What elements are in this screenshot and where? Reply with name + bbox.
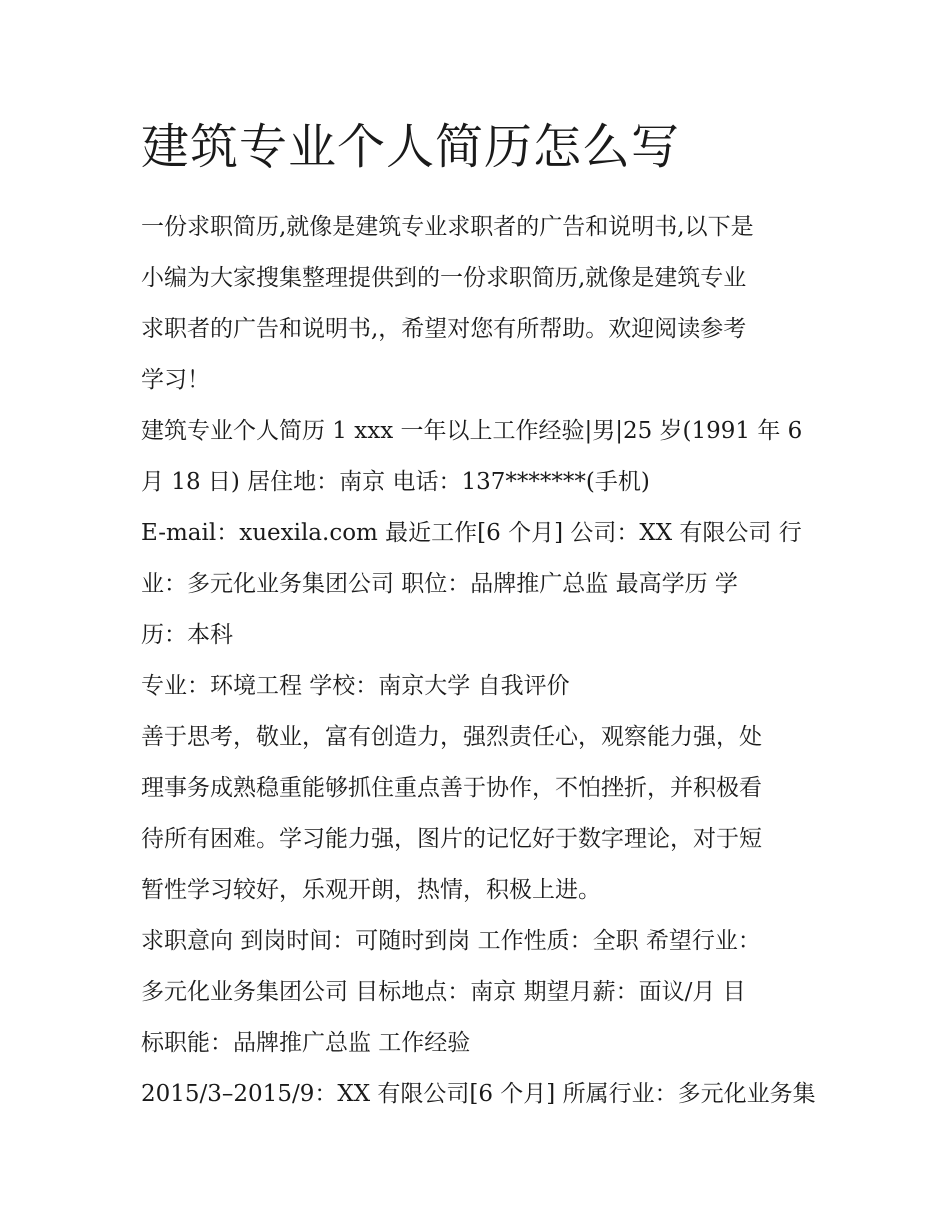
text-line: 待所有困难。学习能力强，图片的记忆好于数字理论，对于短 bbox=[141, 826, 762, 852]
text-line: 标职能：品牌推广总监 工作经验 bbox=[141, 1030, 471, 1056]
text-line: E-mail：xuexila.com 最近工作[6 个月] 公司：XX 有限公司 行 bbox=[141, 520, 802, 546]
text-line: 一份求职简历,就像是建筑专业求职者的广告和说明书,以下是 bbox=[141, 214, 754, 240]
text-line: 求职者的广告和说明书,，希望对您有所帮助。欢迎阅读参考 bbox=[141, 316, 747, 342]
document-body bbox=[141, 112, 816, 1120]
text-line: 求职意向 到岗时间：可随时到岗 工作性质：全职 希望行业： bbox=[141, 928, 761, 954]
text-line: 历：本科 bbox=[141, 622, 233, 648]
text-line: 多元化业务集团公司 目标地点：南京 期望月薪：面议/月 目 bbox=[141, 979, 746, 1005]
text-line: 理事务成熟稳重能够抓住重点善于协作，不怕挫折，并积极看 bbox=[141, 775, 762, 801]
text-line: 暂性学习较好，乐观开朗，热情，积极上进。 bbox=[141, 877, 601, 903]
text-line: 2015/3–2015/9：XX 有限公司[6 个月] 所属行业：多元化业务集 bbox=[141, 1081, 816, 1107]
text-line: 业：多元化业务集团公司 职位：品牌推广总监 最高学历 学 bbox=[141, 571, 738, 597]
text-line: 小编为大家搜集整理提供到的一份求职简历,就像是建筑专业 bbox=[141, 265, 747, 291]
text-line: 学习！ bbox=[141, 367, 210, 393]
text-line: 月 18 日) 居住地：南京 电话：137*******(手机) bbox=[141, 469, 650, 495]
text-line: 建筑专业个人简历 1 xxx 一年以上工作经验|男|25 岁(1991 年 6 bbox=[141, 418, 803, 444]
text-line: 专业：环境工程 学校：南京大学 自我评价 bbox=[141, 673, 570, 699]
text-line: 善于思考，敬业，富有创造力，强烈责任心，观察能力强，处 bbox=[141, 724, 762, 750]
document-title: 建筑专业个人简历怎么写 bbox=[141, 119, 681, 175]
